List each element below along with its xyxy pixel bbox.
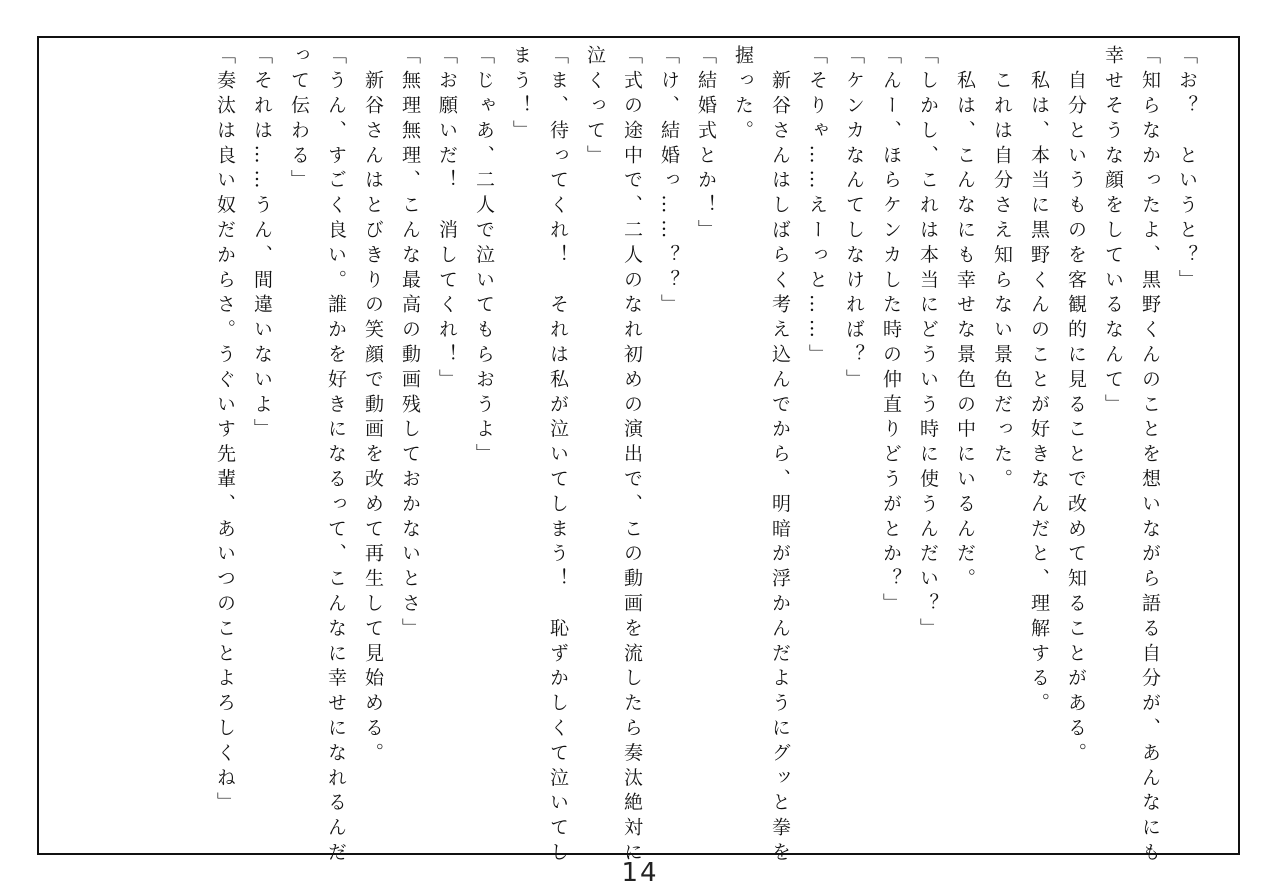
- text-line: 「そりゃ……えーっと……」: [806, 45, 828, 369]
- text-line: 自分というものを客観的に見ることで改めて知ることがある。: [1065, 45, 1087, 768]
- text-line: 新谷さんはとびきりの笑顔で動画を改めて再生して見始める。: [362, 45, 384, 768]
- text-line: 私は、こんなにも幸せな景色の中にいるんだ。: [954, 45, 976, 593]
- text-line: 「んー、ほらケンカした時の仲直りどうがとか？」: [880, 45, 902, 618]
- text-line: まう！」: [510, 45, 532, 145]
- text-line: 「お？ というと？」: [1176, 45, 1198, 294]
- text-line: 「うん、すごく良い。誰かを好きになるって、こんなに幸せになれるんだ: [325, 45, 347, 867]
- text-line: 「じゃあ、二人で泣いてもらおうよ」: [473, 45, 495, 469]
- text-line: 「ケンカなんてしなければ？」: [843, 45, 865, 394]
- page-number: 14: [621, 858, 659, 888]
- text-line: 「奏汰は良い奴だからさ。うぐいす先輩、あいつのことよろしくね」: [214, 45, 236, 817]
- text-line: 「ま、待ってくれ！ それは私が泣いてしまう！ 恥ずかしくて泣いてし: [547, 45, 569, 867]
- text-line: 「知らなかったよ、黒野くんのことを想いながら語る自分が、あんなにも: [1139, 45, 1161, 867]
- text-line: 新谷さんはしばらく考え込んでから、明暗が浮かんだようにグッと拳を: [769, 45, 791, 867]
- text-line: 「結婚式とか！」: [695, 45, 717, 245]
- text-line: 「しかし、これは本当にどういう時に使うんだい？」: [917, 45, 939, 643]
- text-line: 「け、結婚っ……？？」: [658, 45, 680, 319]
- text-line: 幸せそうな顔をしているなんて」: [1102, 45, 1124, 419]
- text-line: 「お願いだ！ 消してくれ！」: [436, 45, 458, 394]
- text-line: 握った。: [732, 45, 754, 145]
- text-line: これは自分さえ知らない景色だった。: [991, 45, 1013, 494]
- vertical-text-body: [55, 45, 1205, 867]
- text-line: 泣くって」: [584, 45, 606, 170]
- text-line: 「無理無理、こんな最高の動画残しておかないとさ」: [399, 45, 421, 643]
- text-line: 私は、本当に黒野くんのことが好きなんだと、理解する。: [1028, 45, 1050, 718]
- text-line: 「それは……うん、間違いないよ」: [251, 45, 273, 444]
- text-line: って伝わる」: [288, 45, 310, 195]
- text-line: 「式の途中で、二人のなれ初めの演出で、この動画を流したら奏汰絶対に: [621, 45, 643, 867]
